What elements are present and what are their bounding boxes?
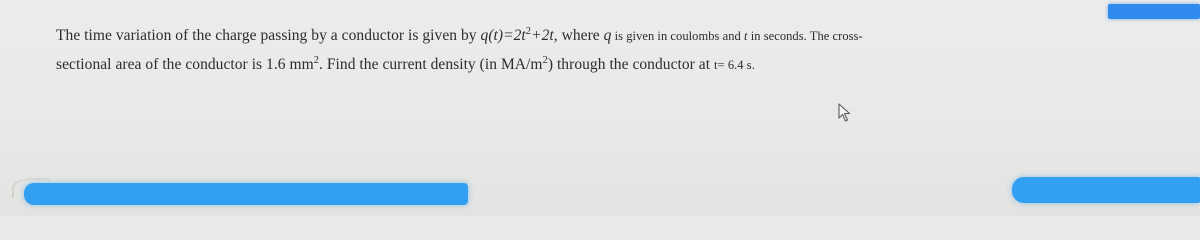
charge-formula-exponent: 2 (525, 26, 532, 37)
redaction-mark-bottom-right (1012, 177, 1200, 203)
question-line-2-through: ) through the conductor at (547, 56, 715, 73)
question-line-1 (56, 22, 1156, 51)
charge-formula: q(t)=2t (480, 27, 526, 44)
time-condition: t= 6.4 s. (714, 58, 755, 72)
redaction-mark-bottom-left (24, 183, 468, 205)
question-line-1-where: where (557, 27, 604, 44)
variable-q: q (603, 27, 612, 44)
variable-t: t (744, 29, 748, 43)
question-line-1-units: is given in coulombs and (611, 29, 744, 43)
question-line-2-area: sectional area of the conductor is 1.6 mm (56, 56, 314, 73)
question-line-1-intro: The time variation of the charge passing by a conductor is given by (56, 27, 481, 44)
question-text (56, 22, 1156, 80)
question-line-1-end: in seconds. The cross- (747, 29, 863, 43)
area-exponent: 2 (313, 55, 320, 66)
question-line-2 (56, 51, 1156, 80)
charge-formula-tail: +2t, (531, 27, 558, 44)
density-exponent: 2 (542, 55, 548, 66)
question-line-2-task: . Find the current density (in MA/m (319, 56, 543, 73)
redaction-mark-top (1108, 4, 1200, 19)
mouse-pointer-icon (838, 103, 852, 123)
